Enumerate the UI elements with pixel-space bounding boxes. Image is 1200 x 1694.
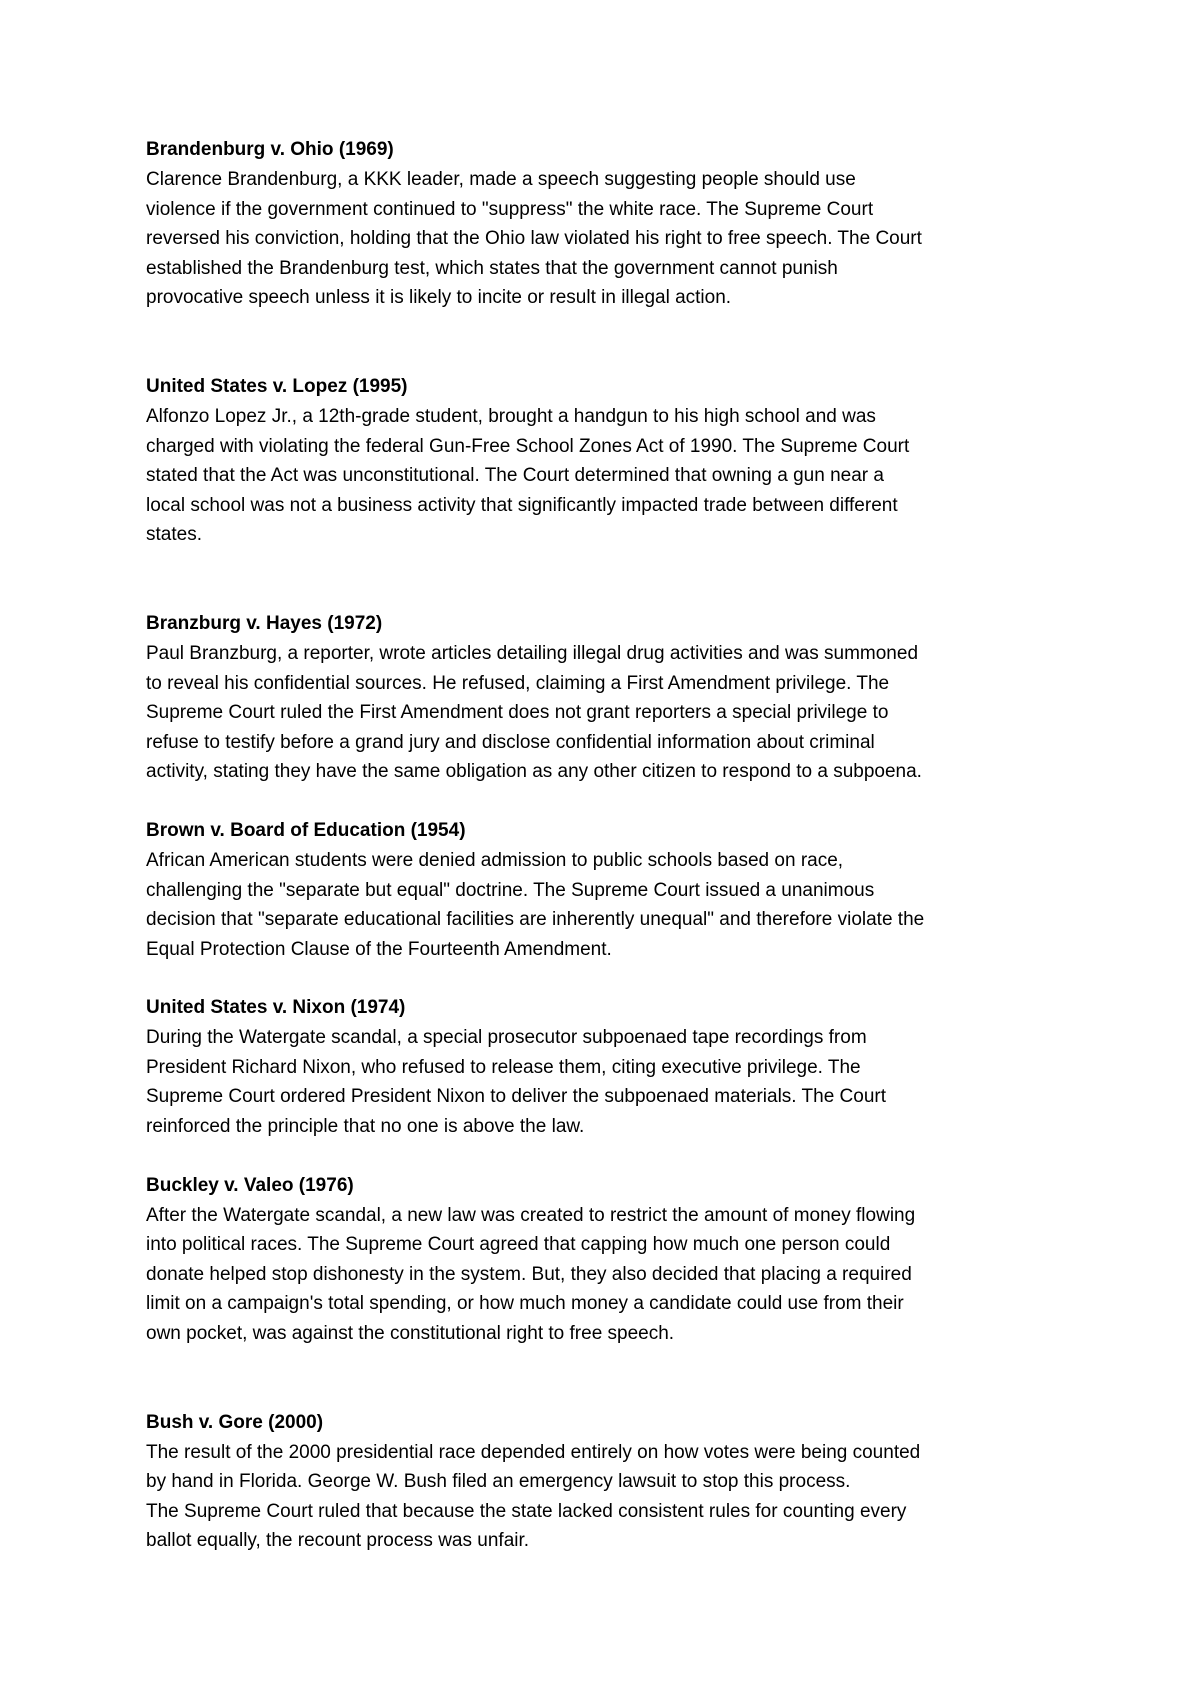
case-summary-line: activity, stating they have the same obligation as any other citizen to respond to a subpoena.	[146, 761, 922, 783]
case-title: Brown v. Board of Education (1954)	[146, 819, 466, 841]
case-summary-line: to reveal his confidential sources. He refused, claiming a First Amendment privilege. The	[146, 672, 890, 694]
case-entry-brandenburg	[146, 135, 1076, 313]
case-title: Brandenburg v. Ohio (1969)	[146, 139, 394, 160]
case-summary-line: donate helped stop dishonesty in the system. But, they also decided that placing a required	[146, 1263, 912, 1285]
case-entry-bush	[146, 1408, 1076, 1556]
case-summary-line: violence if the government continued to "suppress" the white race. The Supreme Court	[146, 198, 874, 220]
case-summary-line: Supreme Court ruled the First Amendment does not grant reporters a special privilege to	[146, 702, 889, 724]
case-summary-line: The result of the 2000 presidential race depended entirely on how votes were being counted	[146, 1441, 921, 1463]
case-summary-line: Equal Protection Clause of the Fourteenth Amendment.	[146, 938, 612, 960]
case-summary-line: Supreme Court ordered President Nixon to deliver the subpoenaed materials. The Court	[146, 1086, 886, 1108]
document-page	[146, 135, 1076, 1556]
case-summary-line: by hand in Florida. George W. Bush filed an emergency lawsuit to stop this process.	[146, 1471, 851, 1493]
case-summary-line: Clarence Brandenburg, a KKK leader, made a speech suggesting people should use	[146, 169, 856, 190]
case-summary-line: ballot equally, the recount process was unfair.	[146, 1530, 530, 1552]
case-summary-line: reinforced the principle that no one is above the law.	[146, 1116, 585, 1138]
case-title: United States v. Nixon (1974)	[146, 997, 406, 1019]
case-title: Bush v. Gore (2000)	[146, 1411, 324, 1433]
case-entry-branzburg	[146, 609, 1076, 787]
section-spacer	[146, 1142, 1076, 1171]
section-spacer	[146, 1349, 1076, 1408]
case-summary-line: Paul Branzburg, a reporter, wrote articles detailing illegal drug activities and was summoned	[146, 642, 919, 664]
section-spacer	[146, 787, 1076, 816]
section-spacer	[146, 313, 1076, 372]
case-summary-line: During the Watergate scandal, a special prosecutor subpoenaed tape recordings from	[146, 1027, 867, 1049]
case-title: United States v. Lopez (1995)	[146, 375, 408, 397]
case-summary-line: refuse to testify before a grand jury and disclose confidential information about criminal	[146, 731, 875, 753]
case-summary-line: local school was not a business activity that significantly impacted trade between different	[146, 494, 898, 516]
case-summary-line: decision that "separate educational facilities are inherently unequal" and therefore violate the	[146, 909, 925, 931]
case-title: Branzburg v. Hayes (1972)	[146, 612, 383, 634]
case-summary-line: stated that the Act was unconstitutional. The Court determined that owning a gun near a	[146, 465, 884, 487]
case-summary-line: After the Watergate scandal, a new law was created to restrict the amount of money flowing	[146, 1204, 916, 1226]
case-summary-line: charged with violating the federal Gun-Free School Zones Act of 1990. The Supreme Court	[146, 435, 910, 457]
case-summary-line: into political races. The Supreme Court agreed that capping how much one person could	[146, 1234, 891, 1256]
case-entry-nixon	[146, 993, 1076, 1141]
case-summary-line: states.	[146, 524, 202, 546]
case-entry-buckley	[146, 1171, 1076, 1349]
case-summary-line: The Supreme Court ruled that because the state lacked consistent rules for counting every	[146, 1500, 907, 1522]
case-summary-line: African American students were denied admission to public schools based on race,	[146, 849, 844, 871]
case-title: Buckley v. Valeo (1976)	[146, 1174, 354, 1196]
case-summary-line: provocative speech unless it is likely to incite or result in illegal action.	[146, 287, 732, 309]
section-spacer	[146, 550, 1076, 609]
section-spacer	[146, 964, 1076, 993]
case-entry-lopez	[146, 372, 1076, 550]
case-summary-line: reversed his conviction, holding that the Ohio law violated his right to free speech. The Court	[146, 228, 922, 250]
case-summary-line: limit on a campaign's total spending, or how much money a candidate could use from their	[146, 1293, 904, 1315]
case-summary-line: own pocket, was against the constitutional right to free speech.	[146, 1323, 675, 1345]
case-summary-line: President Richard Nixon, who refused to release them, citing executive privilege. The	[146, 1056, 861, 1078]
case-entry-brown	[146, 816, 1076, 964]
case-summary-line: Alfonzo Lopez Jr., a 12th-grade student, brought a handgun to his high school and was	[146, 405, 876, 427]
case-summary-line: challenging the "separate but equal" doctrine. The Supreme Court issued a unanimous	[146, 879, 875, 901]
case-summary-line: established the Brandenburg test, which states that the government cannot punish	[146, 257, 838, 279]
